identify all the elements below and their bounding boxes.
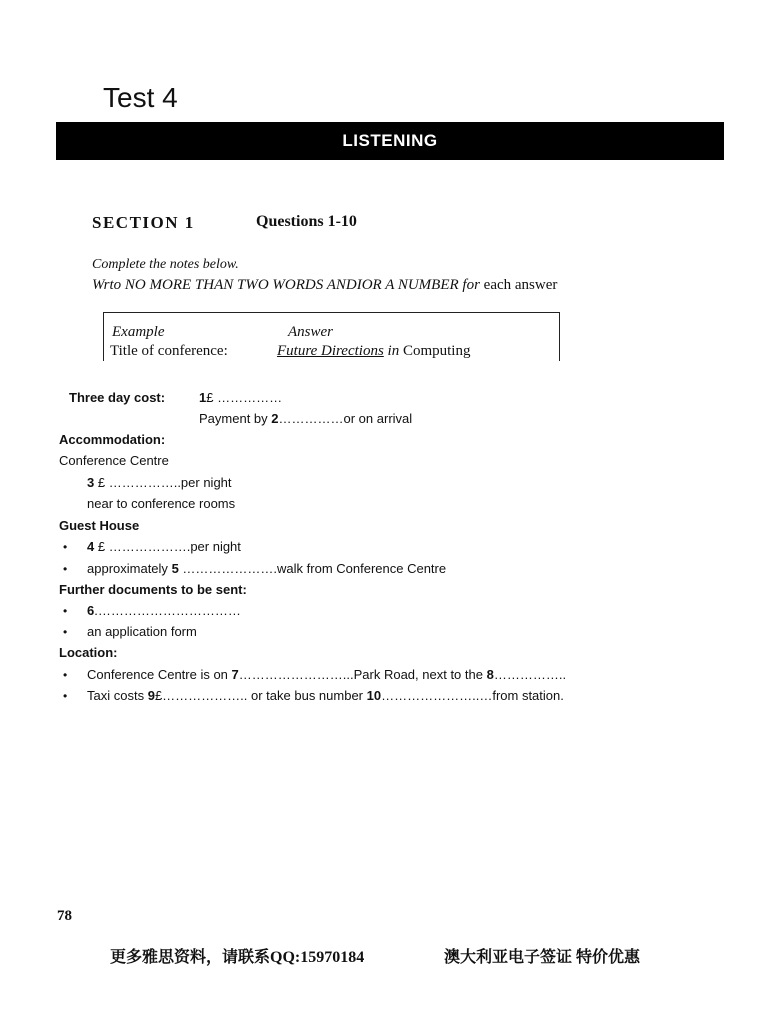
question-6 <box>87 603 241 618</box>
q9-number: 9 <box>147 688 155 703</box>
documents-heading: Further documents to be sent: <box>59 582 247 597</box>
instruction-line-2 <box>92 277 557 294</box>
question-4 <box>87 539 241 554</box>
guest-house-heading: Guest House <box>59 518 140 533</box>
example-label: Example <box>112 324 165 340</box>
question-2 <box>199 411 412 426</box>
example-field: Title of conference: <box>110 343 228 359</box>
q10-number: 10 <box>366 688 382 703</box>
q6-number: 6 <box>87 603 95 618</box>
example-answer <box>277 343 470 360</box>
q5-number: 5 <box>171 561 179 576</box>
q2-number: 2 <box>271 411 279 426</box>
instruction-each-answer: each answer <box>483 277 558 293</box>
q5-prefix: approximately <box>87 561 168 576</box>
q10-suffix: …………………..…from station. <box>381 688 564 703</box>
example-answer-part1: Future Directions <box>277 343 384 359</box>
q1-number: 1 <box>199 390 207 405</box>
questions-range: Questions 1-10 <box>256 213 357 230</box>
bullet-marker: • <box>63 689 68 703</box>
instruction-line-1: Complete the notes below. <box>92 257 239 272</box>
q8-number: 8 <box>486 667 494 682</box>
banner-label: LISTENING <box>342 131 438 150</box>
test-title: Test 4 <box>103 82 178 113</box>
example-answer-label: Answer <box>288 324 333 340</box>
q3-blank: £ ……………..per night <box>97 475 232 490</box>
listening-banner <box>56 122 724 160</box>
payment-suffix: ……………or on arrival <box>278 411 413 426</box>
bullet-marker: • <box>63 540 68 554</box>
question-5 <box>87 561 446 576</box>
application-form-item: an application form <box>87 624 197 639</box>
bullet-marker: • <box>63 668 68 682</box>
q6-blank: .…………………………… <box>94 603 241 618</box>
q9-prefix: Taxi costs <box>87 688 145 703</box>
q3-number: 3 <box>87 475 95 490</box>
bullet-marker: • <box>63 604 68 618</box>
q4-blank: £ ……………….per night <box>97 539 241 554</box>
conference-centre-label: Conference Centre <box>59 453 169 468</box>
question-7-8 <box>87 667 566 682</box>
bullet-marker: • <box>63 625 68 639</box>
q7-suffix: ……………………...Park Road, next to the <box>238 667 483 682</box>
accommodation-heading: Accommodation: <box>59 432 166 447</box>
footer-promo: 澳大利亚电子签证 特价优惠 <box>444 949 641 966</box>
three-day-cost-label: Three day cost: <box>69 390 166 405</box>
page-number: 78 <box>57 908 72 924</box>
q5-suffix: ………………….walk from Conference Centre <box>182 561 447 576</box>
near-rooms-note: near to conference rooms <box>87 496 236 511</box>
question-1 <box>199 390 282 405</box>
footer-contact: 更多雅思资料，请联系QQ:15970184 <box>110 949 365 966</box>
q1-blank: £ …………… <box>206 390 283 405</box>
instruction-limit: Wrto NO MORE THAN TWO WORDS ANDIOR A NUMBER for <box>92 277 480 293</box>
q7-prefix: Conference Centre is on <box>87 667 228 682</box>
q9-suffix: £……………….. or take bus number <box>154 688 364 703</box>
example-answer-part2: in <box>387 343 400 359</box>
location-heading: Location: <box>59 645 118 660</box>
bullet-marker: • <box>63 562 68 576</box>
q8-suffix: …………….. <box>493 667 567 682</box>
question-3 <box>87 475 232 490</box>
section-label: SECTION 1 <box>92 213 195 232</box>
q4-number: 4 <box>87 539 95 554</box>
question-9-10 <box>87 688 564 703</box>
q7-number: 7 <box>231 667 239 682</box>
example-answer-part3: Computing <box>402 343 471 359</box>
payment-prefix: Payment by <box>199 411 268 426</box>
